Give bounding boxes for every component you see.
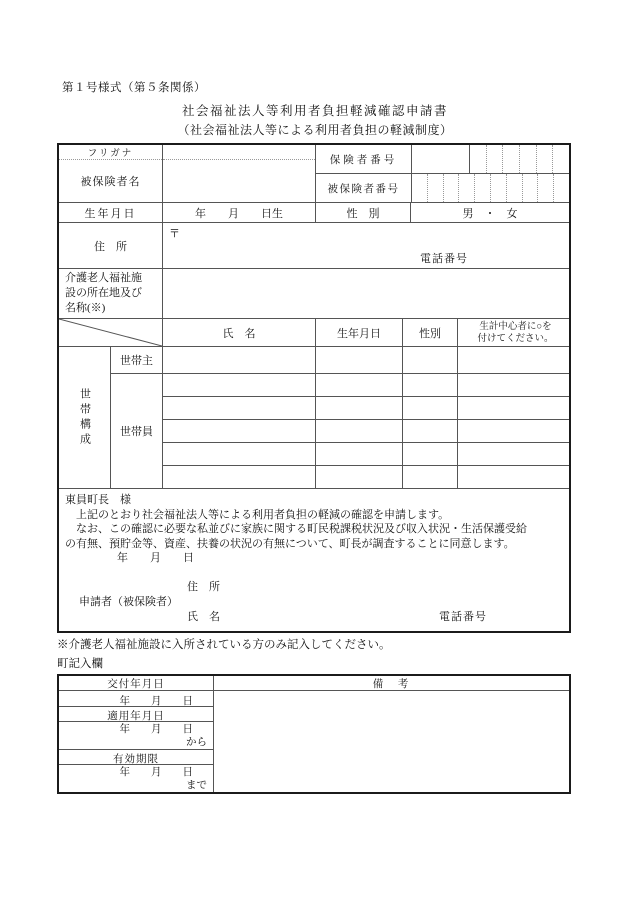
insured-digit-cell[interactable] — [412, 174, 427, 202]
facility-row — [59, 268, 569, 318]
insurer-number-row — [316, 145, 569, 174]
postal-mark: 〒 — [169, 228, 180, 240]
household-head-main-cell[interactable] — [457, 346, 569, 373]
birthdate-input[interactable]: 年 月 日生 — [162, 203, 315, 222]
household-corner-cell — [59, 319, 162, 346]
furigana-label: フリガナ — [59, 145, 162, 160]
insurer-digit-cell[interactable] — [486, 145, 503, 173]
apply-date-input[interactable]: 年 月 日 から — [59, 722, 213, 750]
household-member-main-cell[interactable] — [457, 396, 569, 419]
household-header-gender: 性別 — [402, 319, 457, 346]
phone-label: 電話番号 — [420, 253, 468, 265]
address-row — [59, 222, 569, 268]
household-head-label: 世帯主 — [110, 346, 162, 373]
household-member-main-cell[interactable] — [457, 419, 569, 442]
gender-choice[interactable]: 男 ・ 女 — [410, 203, 569, 222]
household-header-birthdate: 生年月日 — [315, 319, 402, 346]
furigana-input[interactable] — [163, 145, 315, 160]
issue-date-input[interactable]: 年 月 日 — [59, 691, 213, 707]
page-subtitle: （社会福祉法人等による利用者負担の軽減制度） — [177, 123, 453, 137]
numbers-column — [315, 145, 569, 202]
household-member-name-cell[interactable] — [162, 465, 315, 488]
insured-name-field-column — [162, 145, 315, 202]
apply-date-label: 適用年月日 — [59, 707, 213, 722]
household-member-name-cell[interactable] — [162, 419, 315, 442]
household-head-name-cell[interactable] — [162, 346, 315, 373]
insured-name-label: 被保険者名 — [80, 176, 141, 188]
insured-number-label: 被保険者番号 — [327, 183, 400, 195]
household-head-gender-cell[interactable] — [402, 346, 457, 373]
household-member-birthdate-cell[interactable] — [315, 396, 402, 419]
insured-digit-cell[interactable] — [522, 174, 538, 202]
household-member-main-cell[interactable] — [457, 465, 569, 488]
declaration-line: 上記のとおり社会福祉法人等による利用者負担の軽減の確認を申請します。 — [65, 508, 450, 521]
form-number: 第１号様式（第５条関係） — [62, 82, 206, 94]
insured-digit-cell[interactable] — [427, 174, 443, 202]
insurer-number-label: 保険者番号 — [329, 154, 398, 166]
household-member-main-cell[interactable] — [457, 442, 569, 465]
insured-digit-cell[interactable] — [474, 174, 490, 202]
insurer-digit-cell[interactable] — [552, 145, 569, 173]
declaration-line: なお、この確認に必要な私並びに家族に関する町民税課税状況及び収入状況・生活保護受給 — [65, 523, 527, 536]
identity-label-column — [59, 145, 162, 202]
birthdate-label: 生年月日 — [84, 207, 137, 220]
until-suffix: まで — [186, 780, 207, 791]
household-member-gender-cell[interactable] — [402, 419, 457, 442]
declaration-line: の有無、預貯金等、資産、扶養の状況の有無について、町長が調査することに同意します。 — [65, 537, 515, 550]
household-member-gender-cell[interactable] — [402, 442, 457, 465]
household-member-name-cell[interactable] — [162, 442, 315, 465]
household-member-main-cell[interactable] — [457, 373, 569, 396]
issue-date-label: 交付年月日 — [107, 678, 165, 690]
expiry-label: 有効期限 — [59, 750, 213, 765]
office-left-column — [59, 691, 213, 792]
addressee: 東員町長 様 — [65, 494, 131, 506]
office-header-row — [59, 676, 569, 691]
declaration-date-input[interactable]: 年 月 日 — [117, 552, 194, 565]
office-body — [59, 691, 569, 792]
applicant-name-label: 氏 名 — [187, 611, 220, 623]
office-section-label: 町記入欄 — [57, 658, 103, 670]
household-member-name-cell[interactable] — [162, 373, 315, 396]
insurer-digit-cell[interactable] — [502, 145, 519, 173]
diagonal-line — [59, 319, 162, 346]
household-member-birthdate-cell[interactable] — [315, 465, 402, 488]
asterisk-note: ※介護老人福祉施設に入所されている方のみ記入してください。 — [57, 639, 391, 651]
from-suffix: から — [186, 737, 207, 748]
gender-label: 性 別 — [315, 203, 410, 222]
page-title: 社会福祉法人等利用者負担軽減確認申請書 — [181, 104, 448, 118]
office-use-table — [57, 674, 571, 794]
facility-label: 介護老人福祉施 設の所在地及び 名称(※) — [65, 272, 142, 314]
identity-section — [59, 145, 569, 202]
remarks-label: 備 考 — [213, 676, 569, 690]
household-member-birthdate-cell[interactable] — [315, 373, 402, 396]
applicant-address-label: 住 所 — [187, 581, 220, 593]
insured-digit-cell[interactable] — [553, 174, 569, 202]
remarks-input[interactable] — [213, 691, 569, 792]
household-member-gender-cell[interactable] — [402, 373, 457, 396]
address-label: 住 所 — [94, 240, 127, 253]
household-member-name-cell[interactable] — [162, 396, 315, 419]
insurer-number-blank — [412, 145, 470, 173]
insurer-number-cells — [411, 145, 569, 173]
facility-input[interactable] — [162, 269, 569, 318]
household-member-gender-cell[interactable] — [402, 396, 457, 419]
household-group-label: 世帯構成 — [59, 346, 110, 488]
insured-name-input[interactable] — [163, 160, 315, 202]
applicant-phone-label: 電話番号 — [439, 611, 487, 623]
household-header-main-earner: 生計中心者に○を 付けてください。 — [457, 319, 569, 346]
insurer-digit-cell[interactable] — [519, 145, 536, 173]
insurer-digit-cell[interactable] — [470, 145, 486, 173]
household-table — [59, 318, 569, 488]
applicant-label: 申請者（被保険者） — [79, 596, 178, 608]
household-header-name: 氏 名 — [162, 319, 315, 346]
insured-digit-cell[interactable] — [537, 174, 553, 202]
insured-digit-cell[interactable] — [490, 174, 506, 202]
address-input[interactable] — [162, 223, 569, 268]
declaration-section — [59, 488, 569, 631]
insured-digit-cell[interactable] — [506, 174, 522, 202]
household-member-gender-cell[interactable] — [402, 465, 457, 488]
household-member-birthdate-cell[interactable] — [315, 442, 402, 465]
household-head-birthdate-cell[interactable] — [315, 346, 402, 373]
household-member-birthdate-cell[interactable] — [315, 419, 402, 442]
insured-digit-cell[interactable] — [443, 174, 459, 202]
insured-number-row — [316, 174, 569, 202]
applicant-form-table — [57, 143, 571, 633]
insurer-digit-cell[interactable] — [536, 145, 553, 173]
household-member-label: 世帯員 — [110, 373, 162, 488]
insured-number-cells — [411, 174, 569, 202]
birthdate-gender-row — [59, 202, 569, 222]
insured-digit-cell[interactable] — [458, 174, 474, 202]
expiry-date-input[interactable]: 年 月 日 まで — [59, 765, 213, 792]
